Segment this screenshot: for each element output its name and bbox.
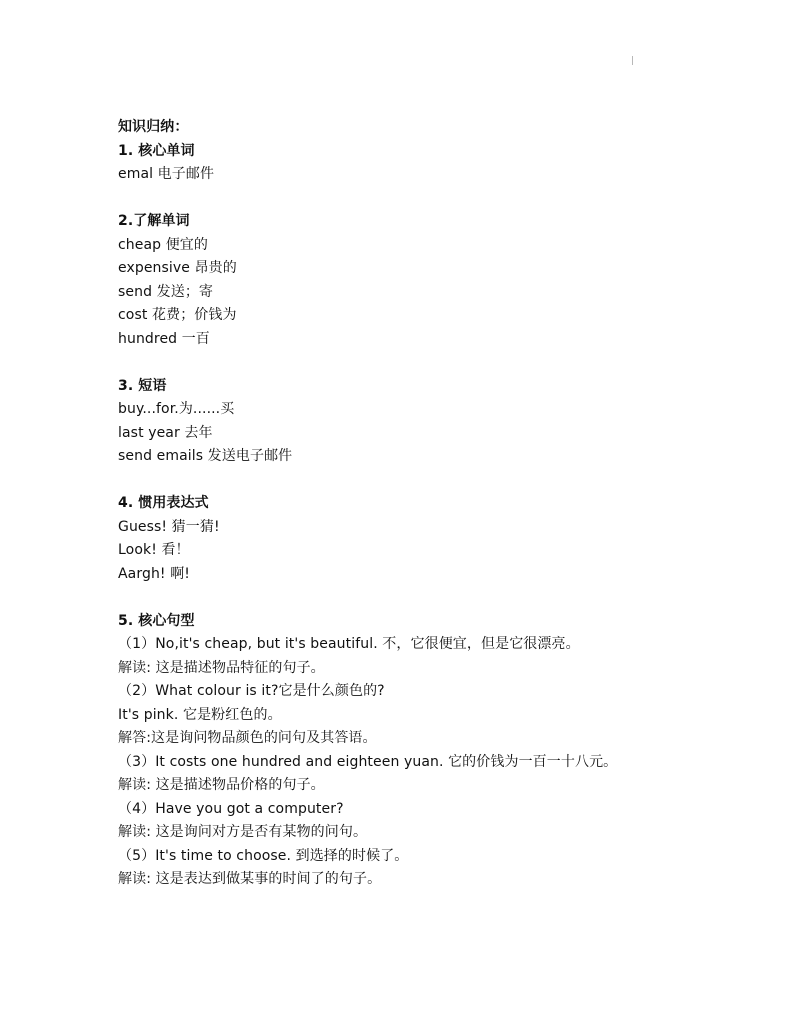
section-heading: 4. 惯用表达式	[118, 495, 209, 511]
section-gap	[118, 187, 738, 211]
list-item: （5）It's time to choose. 到选择的时候了。	[118, 847, 409, 864]
section-heading: 2.了解单词	[118, 213, 190, 229]
list-item: （4）Have you got a computer?	[118, 800, 344, 817]
document-body	[118, 116, 738, 892]
list-item: last year 去年	[118, 424, 213, 441]
list-item: 解读: 这是表达到做某事的时间了的句子。	[118, 871, 382, 887]
page-corner-mark	[632, 56, 633, 65]
list-item: （3）It costs one hundred and eighteen yuan. 它的价钱为一百一十八元。	[118, 753, 618, 770]
list-item: emal 电子邮件	[118, 166, 215, 182]
list-item: （2）What colour is it?它是什么颜色的?	[118, 683, 385, 699]
list-item: 解读: 这是询问对方是否有某物的问句。	[118, 824, 368, 840]
list-item: cheap 便宜的	[118, 236, 208, 253]
list-item: cost 花费；价钱为	[118, 307, 237, 323]
list-item: （1）No,it's cheap, but it's beautiful. 不，它很便宜，但是它很漂亮。	[118, 636, 580, 652]
section-gap	[118, 469, 738, 493]
list-item: hundred 一百	[118, 330, 210, 347]
list-item: 解答:这是询问物品颜色的问句及其答语。	[118, 730, 377, 746]
list-item: 解读: 这是描述物品特征的句子。	[118, 659, 325, 676]
section-heading: 3. 短语	[118, 377, 167, 394]
list-item: It's pink. 它是粉红色的。	[118, 706, 282, 723]
list-item: send 发送；寄	[118, 283, 214, 300]
section-heading: 1. 核心单词	[118, 142, 195, 159]
section-gap	[118, 586, 738, 610]
list-item: Aargh! 啊!	[118, 565, 191, 582]
page-title: 知识归纳：	[118, 119, 189, 135]
list-item: Look! 看！	[118, 542, 190, 558]
section-gap	[118, 351, 738, 375]
list-item: Guess! 猜一猜!	[118, 518, 220, 535]
list-item: send emails 发送电子邮件	[118, 448, 293, 464]
section-heading: 5. 核心句型	[118, 612, 195, 629]
list-item: expensive 昂贵的	[118, 260, 237, 276]
list-item: buy...for.为......买	[118, 401, 235, 417]
list-item: 解读: 这是描述物品价格的句子。	[118, 777, 325, 793]
